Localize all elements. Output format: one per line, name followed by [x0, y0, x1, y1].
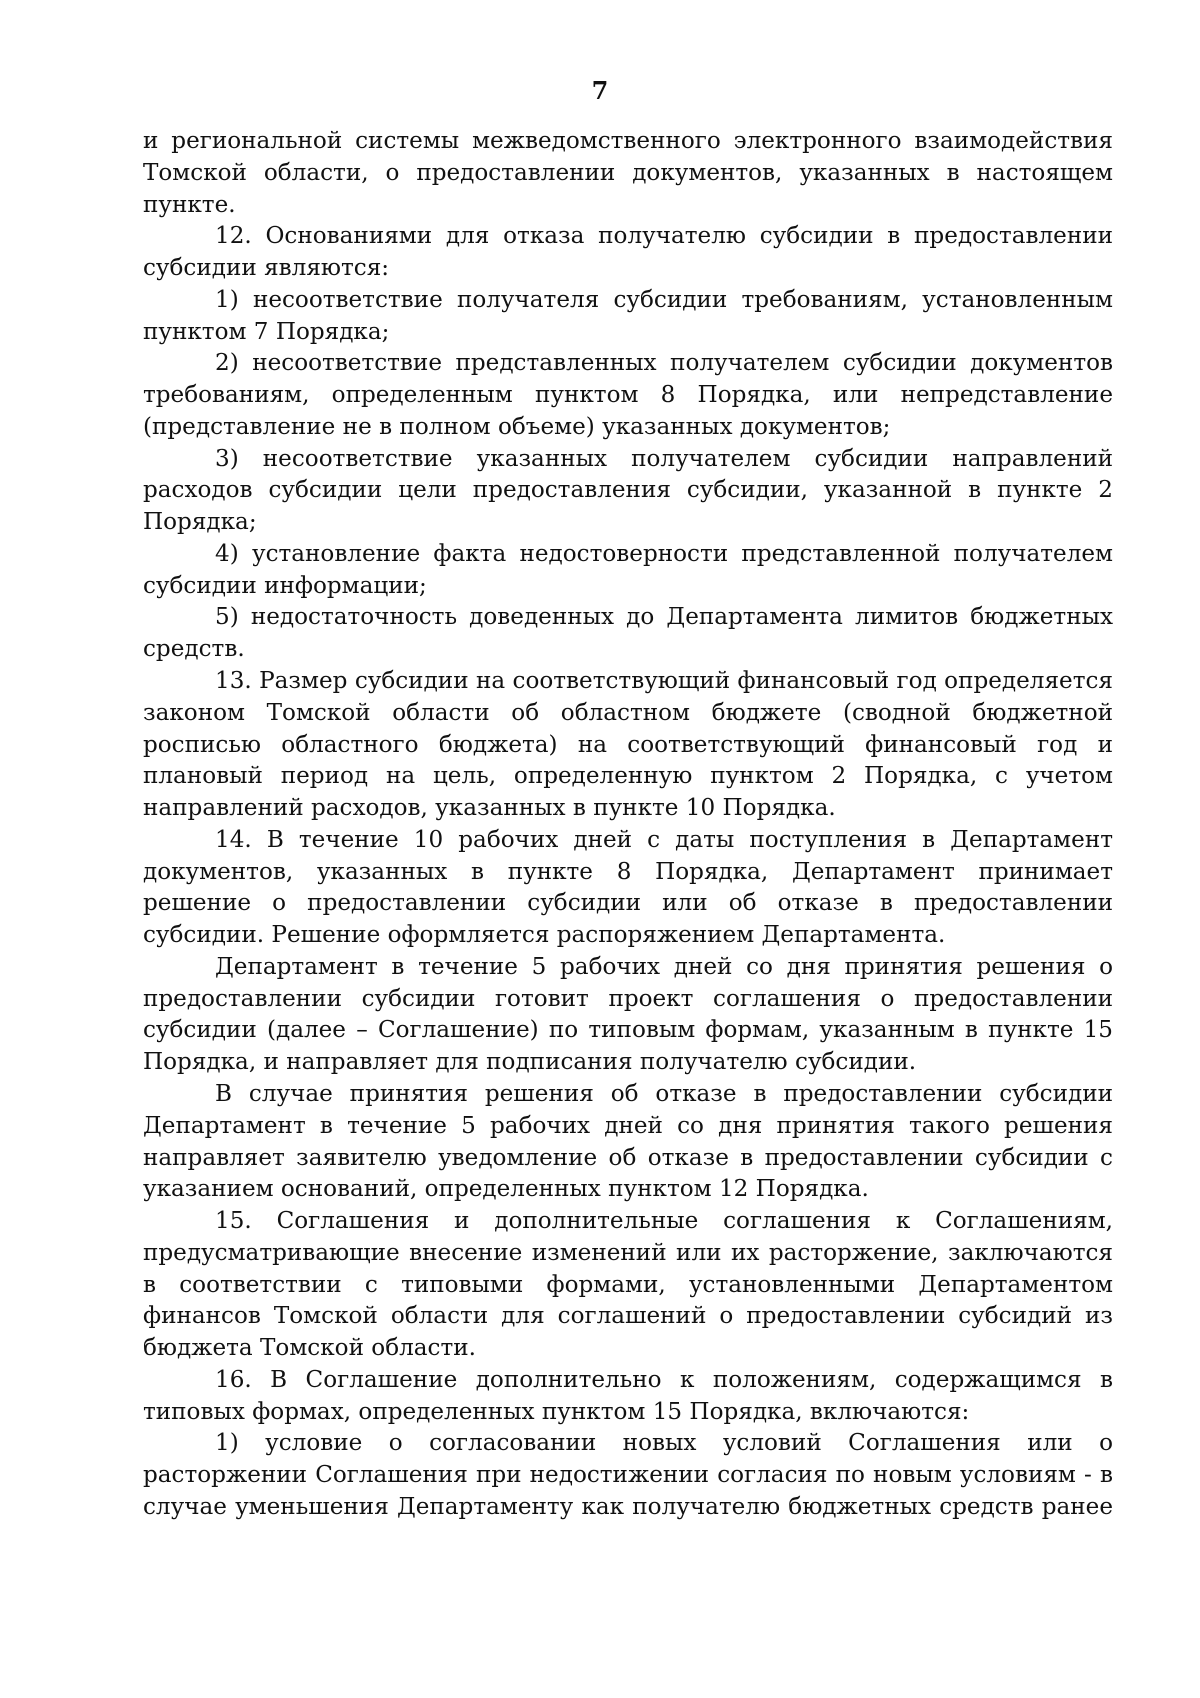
paragraph-13: 13. Размер субсидии на соответствующий финансовый год определяется законом Томской области об областном бюджете (сводной бюджетной росписью областного бюджета) на соответствующий финансовый год и плановый период на цель, определенную пунктом 2 Порядка, с учетом направлений расходов, указанных в пункте 10 Порядка. — [143, 668, 1113, 822]
paragraph-14: 14. В течение 10 рабочих дней с даты поступления в Департамент документов, указанных в пункте 8 Порядка, Департамент принимает решение о предоставлении субсидии или об отказе в предоставлении субсидии. Решение оформляется распоряжением Департамента. — [143, 826, 1113, 949]
paragraph-16: 16. В Соглашение дополнительно к положениям, содержащимся в типовых формах, определенных пунктом 15 Порядка, включаются: — [143, 1366, 1113, 1425]
paragraph-14-refusal: В случае принятия решения об отказе в предоставлении субсидии Департамент в течение 5 рабочих дней со дня принятия такого решения направляет заявителю уведомление об отказе в предоставлении субсидии с указанием оснований, определенных пунктом 12 Порядка. — [143, 1080, 1113, 1203]
list-item-12-5: 5) недостаточность доведенных до Департамента лимитов бюджетных средств. — [143, 604, 1113, 663]
paragraph-14-agreement: Департамент в течение 5 рабочих дней со дня принятия решения о предоставлении субсидии готовит проект соглашения о предоставлении субсидии (далее – Соглашение) по типовым формам, указанным в пункте 15 Порядка, и направляет для подписания получателю субсидии. — [143, 953, 1113, 1076]
list-item-16-1: 1) условие о согласовании новых условий Соглашения или о расторжении Соглашения при недостижении согласия по новым условиям - в случае уменьшения Департаменту как получателю бюджетных средств ранее — [143, 1430, 1113, 1520]
document-body — [143, 126, 1113, 1524]
list-item-12-4: 4) установление факта недостоверности представленной получателем субсидии информации; — [143, 540, 1113, 599]
page-number: 7 — [591, 76, 609, 105]
paragraph-continuation: и региональной системы межведомственного электронного взаимодействия Томской области, о предоставлении документов, указанных в настоящем пункте. — [143, 128, 1113, 218]
paragraph-15: 15. Соглашения и дополнительные соглашения к Соглашениям, предусматривающие внесение изменений или их расторжение, заключаются в соответствии с типовыми формами, установленными Департаментом финансов Томской области для соглашений о предоставлении субсидий из бюджета Томской области. — [143, 1208, 1113, 1362]
list-item-12-2: 2) несоответствие представленных получателем субсидии документов требованиям, определенным пунктом 8 Порядка, или непредставление (представление не в полном объеме) указанных документов; — [143, 350, 1113, 440]
list-item-12-1: 1) несоответствие получателя субсидии требованиям, установленным пунктом 7 Порядка; — [143, 286, 1113, 345]
list-item-12-3: 3) несоответствие указанных получателем субсидии направлений расходов субсидии цели предоставления субсидии, указанной в пункте 2 Порядка; — [143, 445, 1113, 536]
paragraph-12: 12. Основаниями для отказа получателю субсидии в предоставлении субсидии являются: — [143, 223, 1113, 282]
